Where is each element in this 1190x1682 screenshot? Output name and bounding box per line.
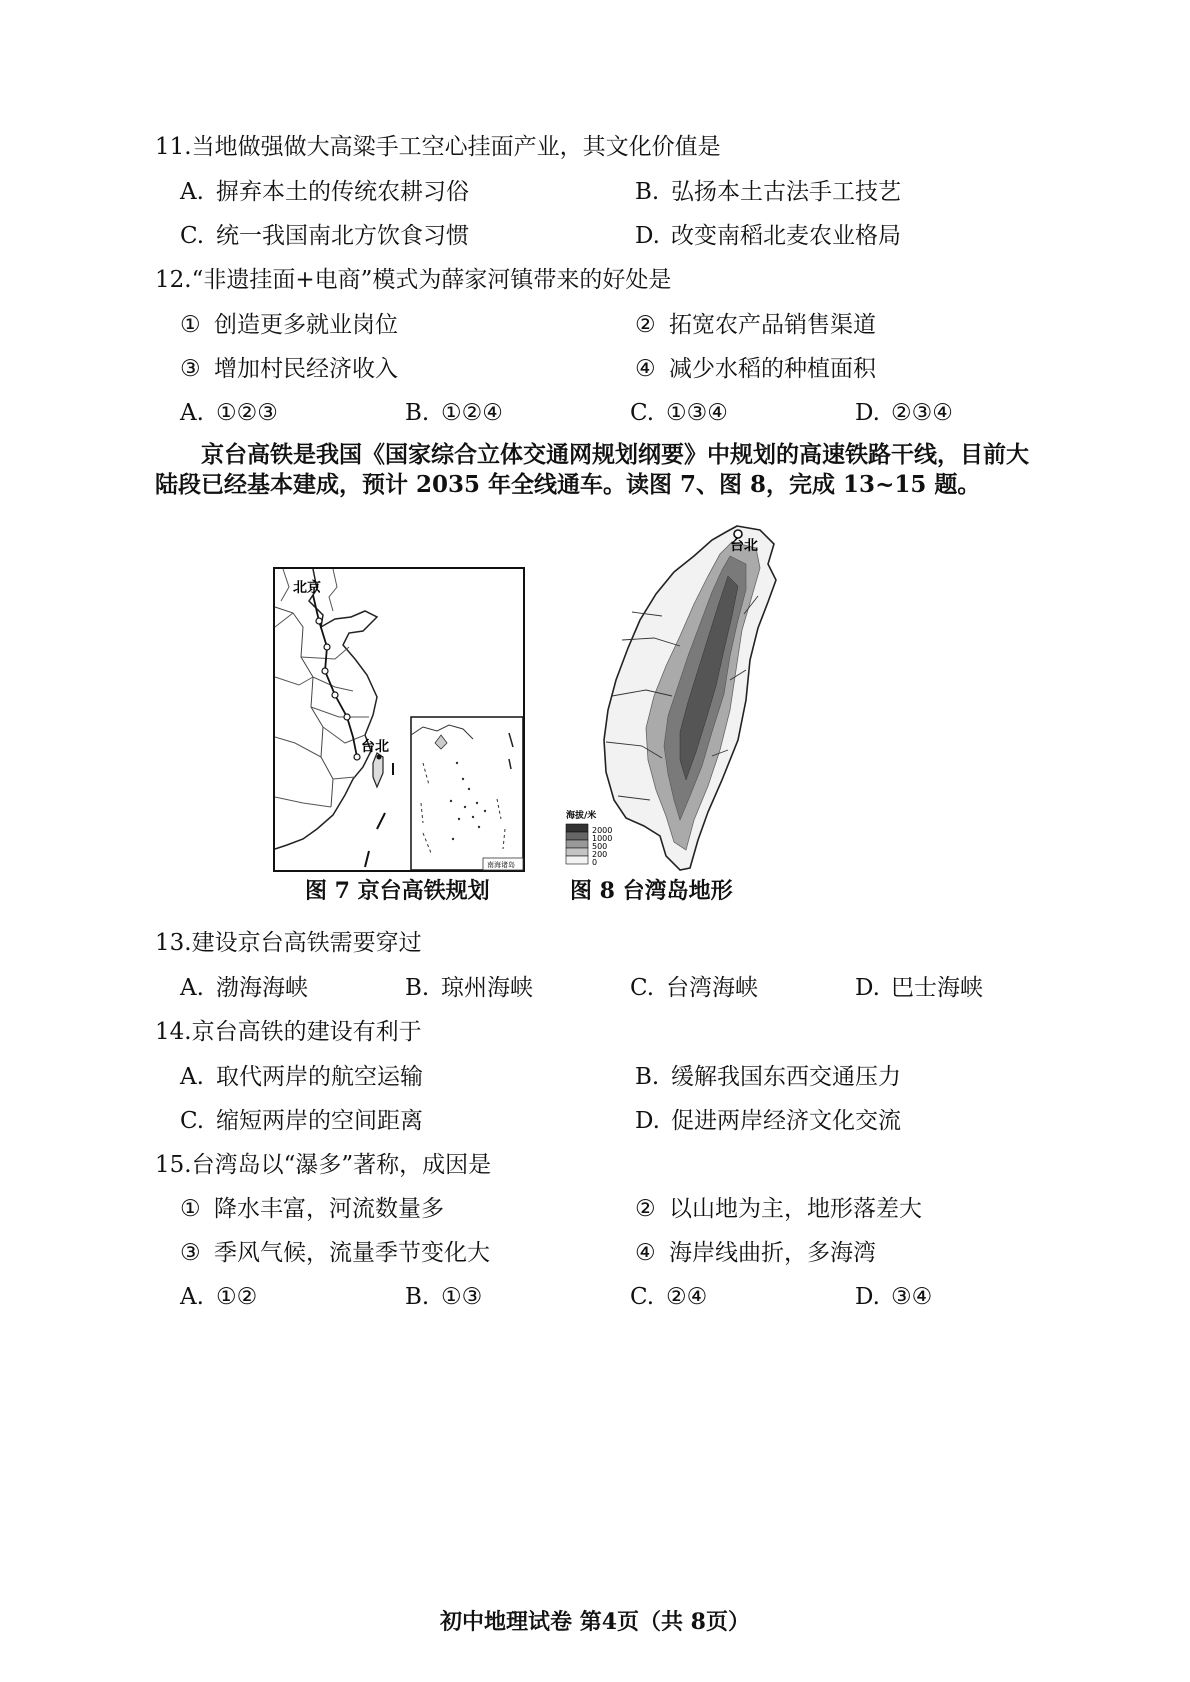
- q11-option-c[interactable]: [180, 221, 469, 251]
- option-label: A.: [180, 179, 204, 205]
- item-number: ②: [635, 312, 656, 338]
- option-text: ③④: [891, 1284, 933, 1310]
- q14-stem: 14.京台高铁的建设有利于: [155, 1019, 422, 1045]
- q15-option-b[interactable]: [405, 1282, 482, 1312]
- q11-option-a[interactable]: [180, 177, 469, 207]
- q15-option-c[interactable]: [630, 1282, 707, 1312]
- q12-option-a[interactable]: [180, 398, 278, 428]
- legend-value: 0: [592, 858, 598, 867]
- option-label: C.: [180, 223, 205, 249]
- item-text: 减少水稻的种植面积: [669, 356, 876, 382]
- q12-option-b[interactable]: [405, 398, 503, 428]
- option-label: B.: [635, 179, 660, 205]
- option-text: 统一我国南北方饮食习惯: [216, 223, 469, 249]
- item-text: 降水丰富，河流数量多: [214, 1196, 444, 1222]
- option-label: D.: [855, 1284, 880, 1310]
- option-text: 改变南稻北麦农业格局: [671, 223, 901, 249]
- q13-option-b[interactable]: [405, 973, 533, 1003]
- q12-item-1: [180, 310, 398, 340]
- q15-item-2: [635, 1194, 922, 1224]
- figure-8-caption: 图 8 台湾岛地形: [570, 878, 733, 904]
- q14-option-c[interactable]: [180, 1106, 423, 1136]
- item-number: ③: [180, 356, 201, 382]
- q12-item-2: [635, 310, 876, 340]
- q14-option-b[interactable]: [635, 1062, 901, 1092]
- option-text: 台湾海峡: [666, 975, 758, 1001]
- option-text: ①③: [441, 1284, 483, 1310]
- option-label: B.: [405, 1284, 430, 1310]
- item-text: 创造更多就业岗位: [214, 312, 398, 338]
- option-text: 巴士海峡: [891, 975, 983, 1001]
- option-label: D.: [855, 975, 880, 1001]
- figure-8-terrain-map: [562, 520, 812, 880]
- q13-option-c[interactable]: [630, 973, 758, 1003]
- legend-title: 海拔/米: [566, 811, 597, 821]
- q13-option-d[interactable]: [855, 973, 983, 1003]
- south-china-sea-inset: [411, 717, 523, 870]
- legend-value: 1000: [592, 834, 613, 843]
- item-number: ①: [180, 312, 201, 338]
- inset-label: 南海诸岛: [487, 861, 515, 869]
- q14-option-a[interactable]: [180, 1062, 423, 1092]
- q11-option-d[interactable]: [635, 221, 901, 251]
- option-label: B.: [405, 400, 430, 426]
- q12-stem: 12.“非遗挂面+电商”模式为薛家河镇带来的好处是: [155, 267, 672, 293]
- taipei-label: 台北: [730, 538, 758, 554]
- legend-value: 2000: [592, 826, 613, 835]
- item-number: ④: [635, 356, 656, 382]
- option-label: A.: [180, 1064, 204, 1090]
- legend-value: 500: [592, 842, 608, 851]
- q12-item-4: [635, 354, 876, 384]
- taipei-label: 台北: [361, 739, 389, 755]
- item-number: ①: [180, 1196, 201, 1222]
- option-label: D.: [635, 1108, 660, 1134]
- item-number: ④: [635, 1240, 656, 1266]
- item-text: 季风气候，流量季节变化大: [214, 1240, 490, 1266]
- option-text: 促进两岸经济文化交流: [671, 1108, 901, 1134]
- option-text: 缓解我国东西交通压力: [671, 1064, 901, 1090]
- item-text: 以山地为主，地形落差大: [669, 1196, 922, 1222]
- q14-option-d[interactable]: [635, 1106, 901, 1136]
- q13-option-a[interactable]: [180, 973, 308, 1003]
- option-label: D.: [855, 400, 880, 426]
- q12-option-c[interactable]: [630, 398, 728, 428]
- item-number: ③: [180, 1240, 201, 1266]
- option-label: A.: [180, 400, 204, 426]
- q15-stem: 15.台湾岛以“瀑多”著称，成因是: [155, 1152, 492, 1178]
- item-text: 拓宽农产品销售渠道: [669, 312, 876, 338]
- item-text: 海岸线曲折，多海湾: [669, 1240, 876, 1266]
- option-label: C.: [630, 400, 655, 426]
- option-text: 取代两岸的航空运输: [216, 1064, 423, 1090]
- option-label: C.: [630, 975, 655, 1001]
- item-text: 增加村民经济收入: [214, 356, 398, 382]
- q11-stem: 11.当地做强做大高粱手工空心挂面产业，其文化价值是: [155, 134, 721, 160]
- option-label: C.: [630, 1284, 655, 1310]
- option-text: ②④: [666, 1284, 708, 1310]
- q11-option-b[interactable]: [635, 177, 901, 207]
- figure-7-map: [273, 567, 525, 872]
- q15-option-a[interactable]: [180, 1282, 257, 1312]
- beijing-label: 北京: [293, 580, 321, 596]
- q15-item-3: [180, 1238, 490, 1268]
- option-text: ①②④: [441, 400, 503, 426]
- option-text: ①③④: [666, 400, 728, 426]
- option-text: 摒弃本土的传统农耕习俗: [216, 179, 469, 205]
- option-text: 缩短两岸的空间距离: [216, 1108, 423, 1134]
- option-text: ①②③: [216, 400, 278, 426]
- passage-text: 京台高铁是我国《国家综合立体交通网规划纲要》中规划的高速铁路干线，目前大陆段已经基本建成，预计 2035 年全线通车。读图 7、图 8，完成 13~15 题。: [155, 441, 1029, 498]
- legend-value: 200: [592, 850, 608, 859]
- q12-option-d[interactable]: [855, 398, 953, 428]
- q13-stem: 13.建设京台高铁需要穿过: [155, 930, 422, 956]
- option-text: 弘扬本土古法手工技艺: [671, 179, 901, 205]
- q12-item-3: [180, 354, 398, 384]
- figure-7-caption: 图 7 京台高铁规划: [305, 878, 490, 904]
- option-text: ②③④: [891, 400, 953, 426]
- item-number: ②: [635, 1196, 656, 1222]
- option-text: 琼州海峡: [441, 975, 533, 1001]
- option-label: A.: [180, 1284, 204, 1310]
- option-text: ①②: [216, 1284, 258, 1310]
- option-text: 渤海海峡: [216, 975, 308, 1001]
- q15-option-d[interactable]: [855, 1282, 932, 1312]
- option-label: B.: [635, 1064, 660, 1090]
- elevation-legend: [566, 809, 612, 867]
- option-label: C.: [180, 1108, 205, 1134]
- option-label: A.: [180, 975, 204, 1001]
- q15-item-1: [180, 1194, 444, 1224]
- page-footer: 初中地理试卷 第4页（共 8页）: [440, 1609, 750, 1635]
- q15-item-4: [635, 1238, 876, 1268]
- option-label: B.: [405, 975, 430, 1001]
- option-label: D.: [635, 223, 660, 249]
